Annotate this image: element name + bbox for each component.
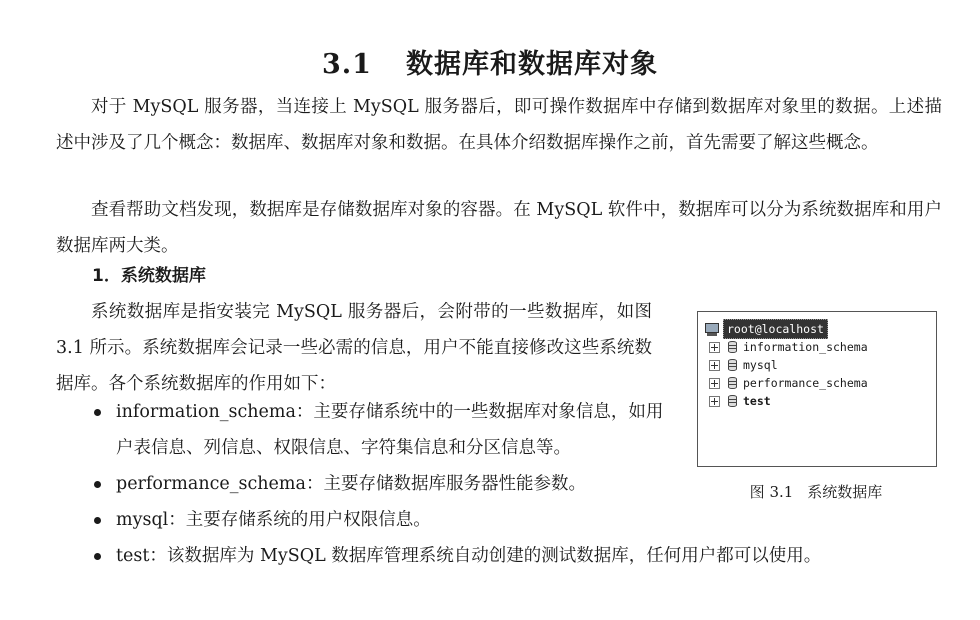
tree-item-label: mysql	[743, 358, 778, 372]
paragraph-intro: 对于 MySQL 服务器，当连接上 MySQL 服务器后，即可操作数据库中存储到数据库对象里的数据。上述描述中涉及了几个概念：数据库、数据库对象和数据。在具体介绍数据库操作之前，首先需要了解这些概念。	[56, 97, 942, 153]
list-item	[56, 538, 946, 574]
figure-database-tree	[697, 311, 937, 467]
list-item	[56, 502, 946, 538]
tree-item-label: test	[743, 394, 771, 408]
list-item-text: performance_schema：主要存储数据库服务器性能参数。	[116, 474, 586, 494]
subsection-heading: 1．系统数据库	[92, 266, 206, 286]
bullet-dot	[94, 553, 101, 560]
figure-number: 图 3.1	[749, 483, 794, 501]
paragraph-database-container: 查看帮助文档发现，数据库是存储数据库对象的容器。在 MySQL 软件中，数据库可以分为系统数据库和用户数据库两大类。	[56, 200, 942, 256]
database-icon	[728, 377, 737, 389]
database-icon	[728, 359, 737, 371]
expand-icon[interactable]	[709, 342, 720, 353]
server-icon	[704, 323, 720, 336]
list-item-text: mysql：主要存储系统的用户权限信息。	[116, 510, 431, 530]
tree-item-label: information_schema	[743, 340, 868, 354]
bullet-dot	[94, 517, 101, 524]
section-title: 数据库和数据库对象	[405, 49, 658, 81]
paragraph-system-databases: 系统数据库是指安装完 MySQL 服务器后，会附带的一些数据库，如图 3.1 所示。系统数据库会记录一些必需的信息，用户不能直接修改这些系统数据库。各个系统数据库的作用如下：	[56, 302, 652, 394]
bullet-dot	[94, 481, 101, 488]
figure-caption	[697, 480, 935, 504]
figure-caption-text: 系统数据库	[807, 483, 883, 501]
tree-item-test[interactable]	[706, 392, 771, 410]
tree-root-label: root@localhost	[723, 319, 828, 339]
expand-icon[interactable]	[709, 396, 720, 407]
expand-icon[interactable]	[709, 360, 720, 371]
tree-item-information-schema[interactable]	[706, 338, 868, 356]
bullet-dot	[94, 409, 101, 416]
page-title	[0, 42, 980, 81]
list-item-text: information_schema：主要存储系统中的一些数据库对象信息，如用户表信息、列信息、权限信息、字符集信息和分区信息等。	[116, 402, 664, 458]
tree-item-label: performance_schema	[743, 376, 868, 390]
list-item-text: test：该数据库为 MySQL 数据库管理系统自动创建的测试数据库，任何用户都可以使用。	[116, 546, 822, 566]
tree-root[interactable]	[704, 320, 828, 338]
database-icon	[728, 341, 737, 353]
tree-item-performance-schema[interactable]	[706, 374, 868, 392]
list-item	[56, 394, 676, 466]
database-icon	[728, 395, 737, 407]
section-number: 3.1	[322, 49, 372, 81]
tree-item-mysql[interactable]	[706, 356, 778, 374]
expand-icon[interactable]	[709, 378, 720, 389]
